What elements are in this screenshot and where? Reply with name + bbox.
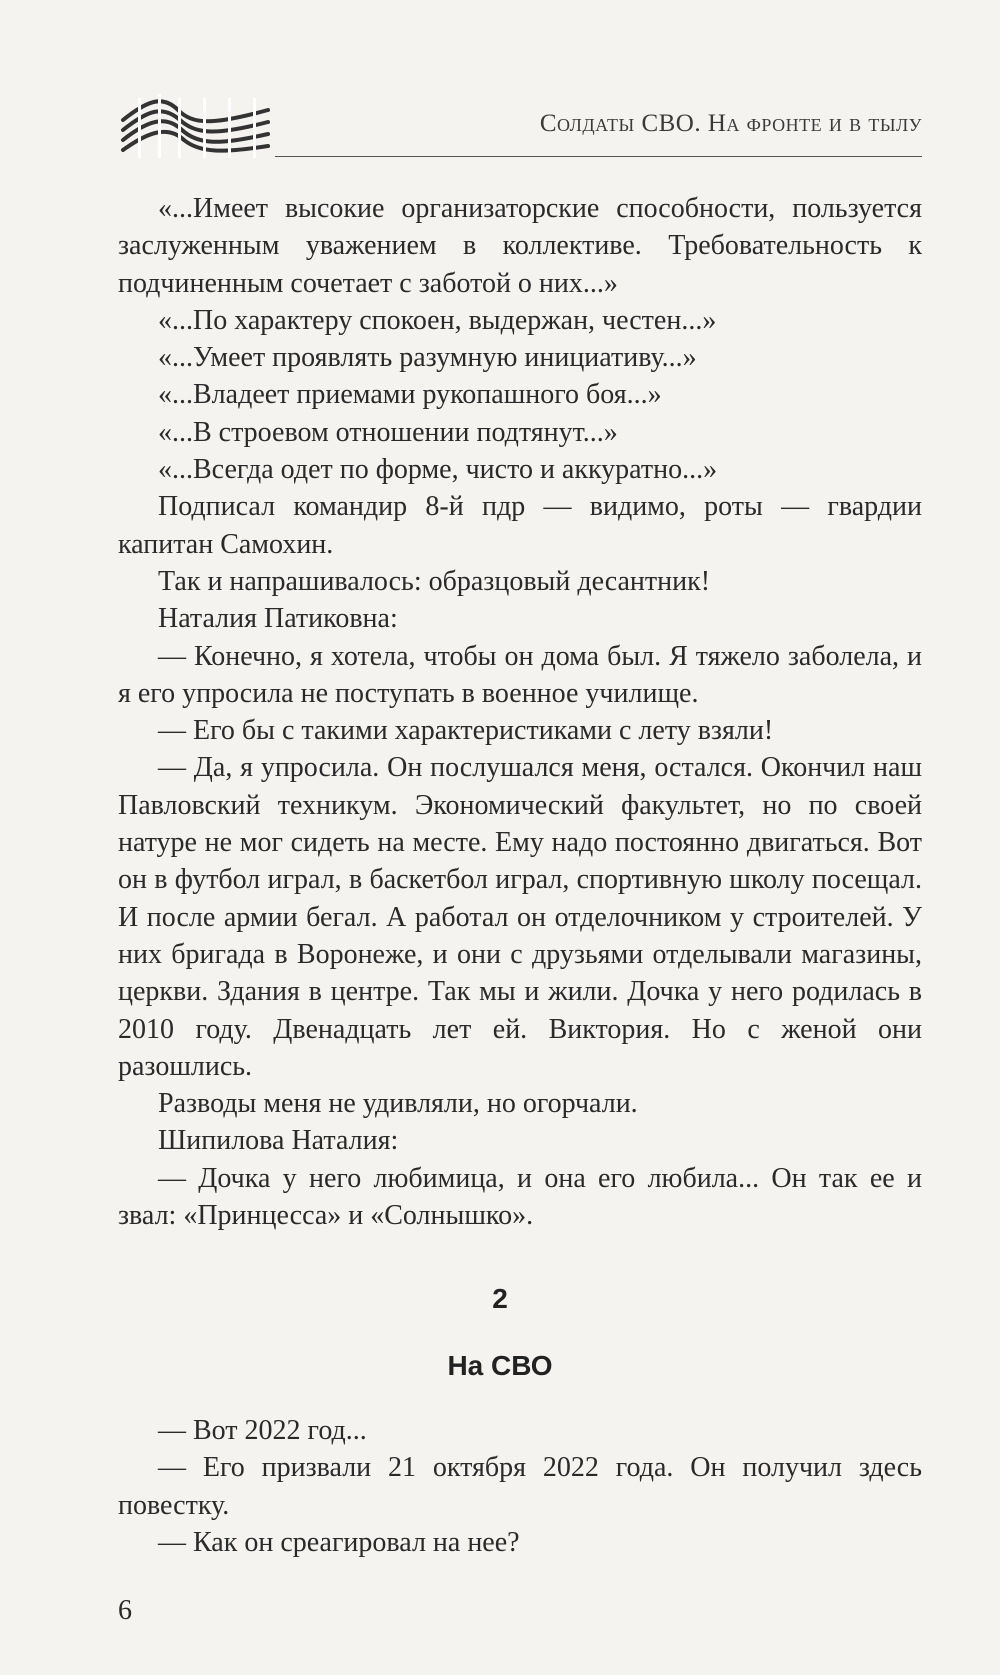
- chapter-title: На СВО: [447, 1350, 553, 1381]
- paragraph: «...В строевом отношении подтянут...»: [158, 416, 618, 448]
- paragraph: Наталия Патиковна:: [158, 603, 398, 635]
- paragraph: Так и напрашивалось: образцовый десантник!: [158, 565, 711, 597]
- page-number: 6: [118, 1595, 132, 1626]
- main-text-bottom: [118, 1412, 922, 1561]
- paragraph: «...Владеет приемами рукопашного боя...»: [158, 379, 662, 411]
- paragraph: Разводы меня не удивляли, но огорчали.: [158, 1088, 638, 1120]
- paragraph: — Как он среагировал на нее?: [158, 1526, 520, 1558]
- ribbon-flag-logo: [118, 90, 273, 160]
- main-text-top: [118, 190, 922, 1234]
- running-head: Солдаты СВО. На фронте и в тылу: [539, 110, 922, 137]
- paragraph: «...По характеру спокоен, выдержан, честен...»: [158, 304, 717, 336]
- paragraph: — Его призвали 21 октября 2022 года. Он получил здесь повестку.: [118, 1452, 922, 1521]
- paragraph: Шипилова Наталия:: [158, 1125, 399, 1157]
- paragraph: — Вот 2022 год...: [158, 1415, 367, 1446]
- paragraph: Подписал командир 8-й пдр — видимо, роты — гвардии капитан Самохин.: [118, 491, 922, 560]
- paragraph: «...Имеет высокие организаторские способности, пользуется заслуженным уважением в коллективе. Требовательность к подчиненным сочетает с заботой о них...»: [118, 193, 922, 299]
- paragraph: — Дочка у него любимица, и она его любила... Он так ее и звал: «Принцесса» и «Солнышко».: [118, 1162, 922, 1232]
- chapter-number: 2: [492, 1283, 508, 1314]
- paragraph: «...Всегда одет по форме, чисто и аккуратно...»: [158, 454, 718, 486]
- paragraph: «...Умеет проявлять разумную инициативу...»: [158, 342, 697, 374]
- paragraph: — Да, я упросила. Он послушался меня, остался. Окончил наш Павловский техникум. Экономический факультет, но по своей натуре не мог сидеть на месте. Ему надо постоянно двигаться. Вот он в футбол играл, в баскетбол играл, спортивную школу посещал. И после армии бегал. А работал он отделочником у строителей. У них бригада в Воронеже, и они с друзьями отделывали магазины, церкви. Здания в центре. Так мы и жили. Дочка у него родилась в 2010 году. Двенадцать лет ей. Виктория. Но с женой они разошлись.: [118, 752, 922, 1082]
- paragraph: — Конечно, я хотела, чтобы он дома был. Я тяжело заболела, и я его упросила не поступать в военное училище.: [118, 640, 922, 709]
- header-rule: [275, 156, 922, 157]
- paragraph: — Его бы с такими характеристиками с лету взяли!: [158, 715, 774, 747]
